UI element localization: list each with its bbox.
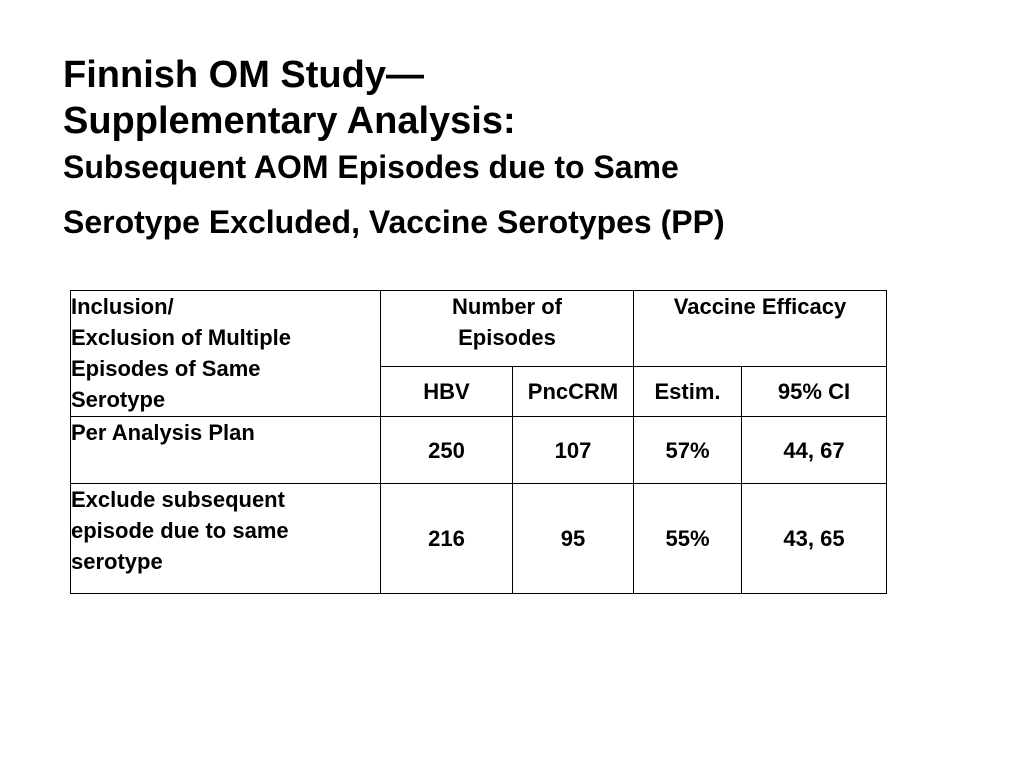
cell-pnccrm: 95 <box>513 484 634 594</box>
table-header-row <box>71 291 887 367</box>
efficacy-group-header: Vaccine Efficacy <box>634 291 887 367</box>
row-header-line: Serotype <box>71 387 166 412</box>
column-header-estim: Estim. <box>634 367 742 417</box>
cell-ci: 44, 67 <box>742 417 887 484</box>
table-row <box>71 484 887 594</box>
cell-hbv: 216 <box>381 484 513 594</box>
cell-estim: 55% <box>634 484 742 594</box>
slide-subtitle-line-2: Serotype Excluded, Vaccine Serotypes (PP) <box>63 204 725 240</box>
episodes-group-header <box>381 291 634 367</box>
row-header-line: Inclusion/ <box>71 294 174 319</box>
episodes-header-line: Number of <box>452 294 562 319</box>
row-label <box>71 484 381 594</box>
cell-ci: 43, 65 <box>742 484 887 594</box>
slide-title-line-1: Finnish OM Study— <box>63 54 424 96</box>
column-header-ci: 95% CI <box>742 367 887 417</box>
slide-title-line-2: Supplementary Analysis: <box>63 100 516 142</box>
episodes-header-line: Episodes <box>458 325 556 350</box>
cell-hbv: 250 <box>381 417 513 484</box>
column-header-hbv: HBV <box>381 367 513 417</box>
cell-pnccrm: 107 <box>513 417 634 484</box>
title-block <box>63 52 963 250</box>
slide-subtitle-line-1: Subsequent AOM Episodes due to Same <box>63 149 679 185</box>
row-label-line: serotype <box>71 549 163 574</box>
cell-estim: 57% <box>634 417 742 484</box>
table-row <box>71 417 887 484</box>
row-header-line: Exclusion of Multiple <box>71 325 292 350</box>
row-label <box>71 417 381 484</box>
row-header-cell <box>71 291 381 417</box>
row-label-line: episode due to same <box>71 518 289 543</box>
row-header-line: Episodes of Same <box>71 356 261 381</box>
results-table <box>70 290 887 594</box>
column-header-pnccrm: PncCRM <box>513 367 634 417</box>
row-label-line: Per Analysis Plan <box>71 420 255 445</box>
row-label-line: Exclude subsequent <box>71 487 285 512</box>
